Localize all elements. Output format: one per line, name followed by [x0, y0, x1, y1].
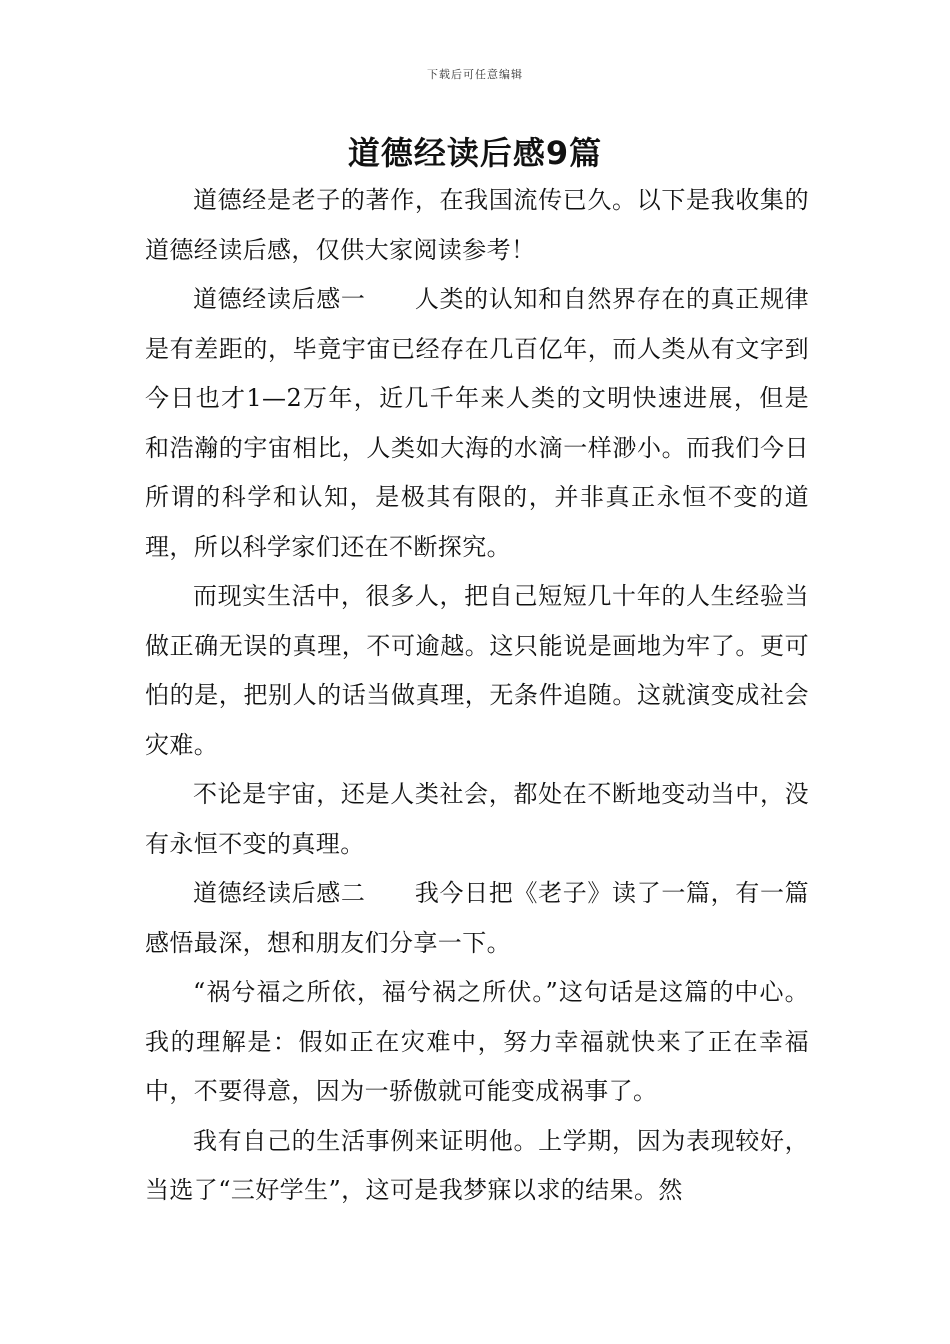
paragraph-reality: 而现实生活中，很多人，把自己短短几十年的人生经验当做正确无误的真理，不可逾越。这只能说是画地为牢了。更可怕的是，把别人的话当做真理，无条件追随。这就演变成社会灾难。: [145, 582, 809, 759]
paragraph-quote: “祸兮福之所依，福兮祸之所伏。”这句话是这篇的中心。我的理解是：假如正在灾难中，努力幸福就快来了正在幸福中，不要得意，因为一骄傲就可能变成祸事了。: [145, 978, 809, 1105]
paragraph-example: 我有自己的生活事例来证明他。上学期，因为表现较好，当选了“三好学生”，这可是我梦寐以求的结果。然: [145, 1126, 809, 1204]
header-note: 下载后可任意编辑: [427, 68, 523, 81]
paragraph-intro: 道德经是老子的著作，在我国流传已久。以下是我收集的道德经读后感，仅供大家阅读参考！: [145, 186, 809, 264]
document-body: [145, 176, 809, 1216]
document-title: 道德经读后感9篇: [347, 134, 603, 172]
paragraph-change: 不论是宇宙，还是人类社会，都处在不断地变动当中，没有永恒不变的真理。: [145, 780, 809, 858]
paragraph-essay-one: 道德经读后感一 人类的认知和自然界存在的真正规律是有差距的，毕竟宇宙已经存在几百亿年，而人类从有文字到今日也才1—2万年，近几千年来人类的文明快速进展，但是和浩瀚的宇宙相比，人类如大海的水滴一样渺小。而我们今日所谓的科学和认知，是极其有限的，并非真正永恒不变的道理，所以科学家们还在不断探究。: [145, 285, 809, 561]
paragraph-essay-two: 道德经读后感二 我今日把《老子》读了一篇，有一篇感悟最深，想和朋友们分享一下。: [145, 879, 809, 957]
